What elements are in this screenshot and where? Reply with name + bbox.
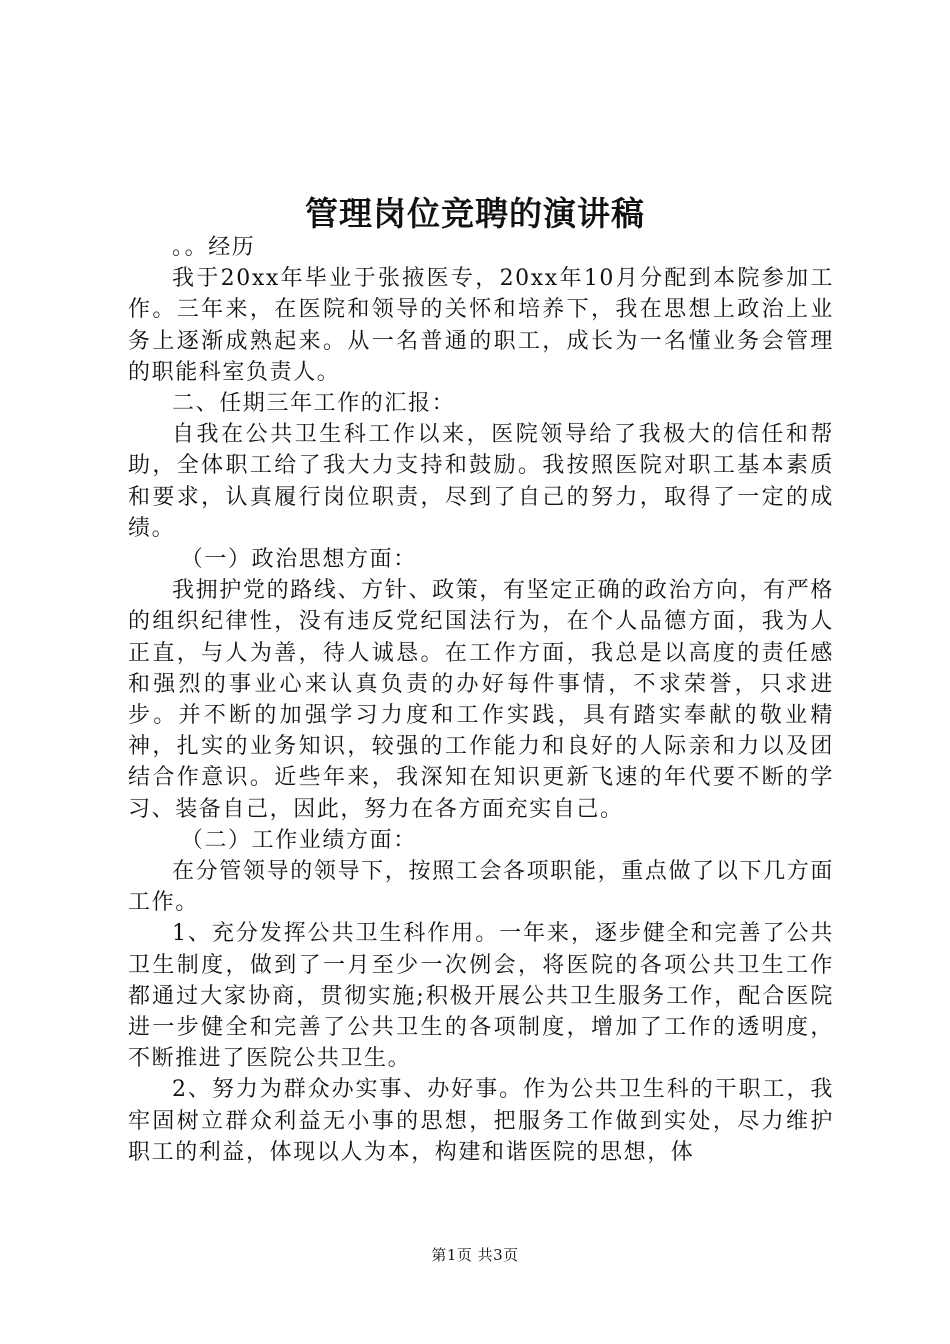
paragraph-experience-heading: 。。经历 (172, 235, 256, 260)
section-heading-report: 二、任期三年工作的汇报： (172, 391, 456, 417)
paragraph-item-1: 1、充分发挥公共卫生科作用。一年来，逐步健全和完善了公共卫生制度，做到了一月至少一次例会，将医院的各项公共卫生工作都通过大家协商，贯彻实施;积极开展公共卫生服务工作，配合医院进一步健全和完善了公共卫生的各项制度，增加了工作的透明度，不断推进了医院公共卫生。 (128, 921, 834, 1072)
page-footer: 第1页 共3页 (431, 1246, 519, 1264)
subsection-heading-political: （一）政治思想方面： (180, 547, 417, 573)
document-title: 管理岗位竞聘的演讲稿 (305, 194, 645, 233)
paragraph-report-intro: 自我在公共卫生科工作以来，医院领导给了我极大的信任和帮助，全体职工给了我大力支持和鼓励。我按照医院对职工基本素质和要求，认真履行岗位职责，尽到了自己的努力，取得了一定的成绩。 (128, 422, 834, 541)
subsection-heading-performance: （二）工作业绩方面： (180, 827, 417, 853)
paragraph-performance-intro: 在分管领导的领导下，按照工会各项职能，重点做了以下几方面工作。 (128, 859, 834, 916)
document-body (128, 232, 834, 1168)
paragraph-political: 我拥护党的路线、方针、政策，有坚定正确的政治方向，有严格的组织纪律性，没有违反党纪国法行为，在个人品德方面，我为人正直，与人为善，待人诚恳。在工作方面，我总是以高度的责任感和强烈的事业心来认真负责的办好每件事情，不求荣誉，只求进步。并不断的加强学习力度和工作实践，具有踏实奉献的敬业精神，扎实的业务知识，较强的工作能力和良好的人际亲和力以及团结合作意识。近些年来，我深知在知识更新飞速的年代要不断的学习、装备自己，因此，努力在各方面充实自己。 (128, 578, 834, 822)
paragraph-item-2: 2、努力为群众办实事、办好事。作为公共卫生科的干职工，我牢固树立群众利益无小事的思想，把服务工作做到实处，尽力维护职工的利益，体现以人为本，构建和谐医院的思想，体 (128, 1077, 834, 1165)
paragraph-background: 我于20xx年毕业于张掖医专，20xx年10月分配到本院参加工作。三年来，在医院和领导的关怀和培养下，我在思想上政治上业务上逐渐成熟起来。从一名普通的职工，成长为一名懂业务会管理的职能科室负责人。 (128, 266, 834, 385)
